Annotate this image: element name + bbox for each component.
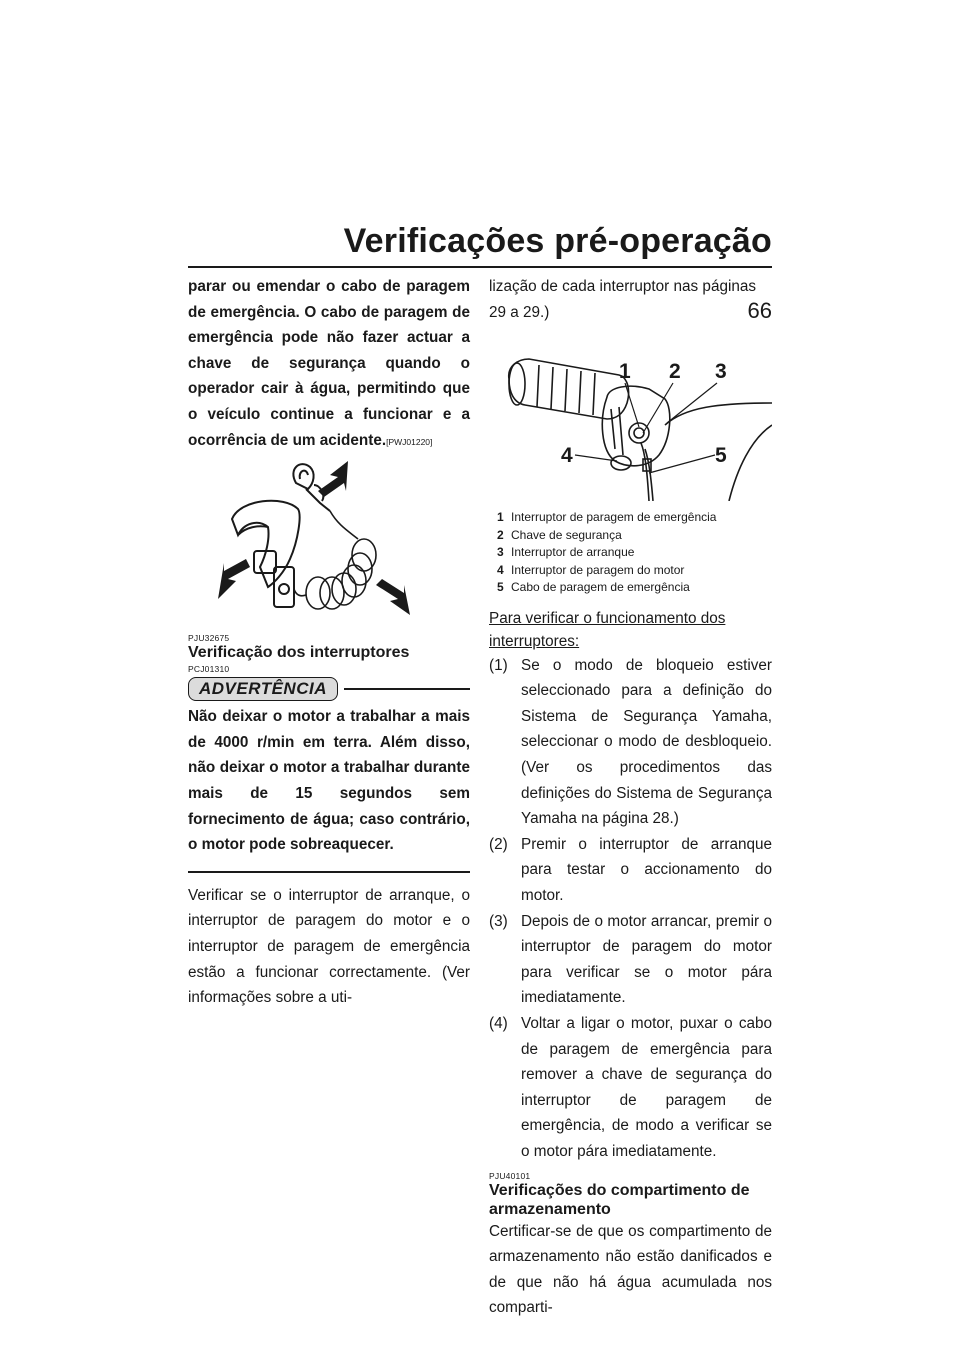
continuation-text: lização de cada interruptor nas páginas 29 a 29.) [489, 278, 757, 321]
legend-item: 1 Interruptor de paragem de emergência [497, 510, 717, 525]
callout-4: 4 [561, 444, 573, 468]
section2-code: PJU40101 [489, 1170, 531, 1181]
caution-code: PCJ01310 [188, 664, 230, 675]
callout-2: 2 [669, 360, 681, 384]
page-title: Verificações pré-operação [343, 222, 772, 260]
warning-header [188, 676, 470, 701]
section2-text: Certificar-se de que os compartimento de armazenamento não estão danificados e de que não há água acumulada nos comparti- [489, 1222, 772, 1317]
callout-1: 1 [619, 360, 631, 384]
procedure-steps [489, 653, 772, 1165]
callout-3: 3 [715, 360, 727, 384]
warning-header-line [344, 688, 470, 690]
procedure-title: Para verificar o funcionamento dos interruptores: [489, 609, 726, 650]
warning-label: ADVERTÊNCIA [188, 677, 338, 701]
step-item: (1) Se o modo de bloqueio estiver seleccionado para a definição do Sistema de Segurança Yamaha, seleccionar o modo de desbloqueio. (Ver os procedimentos das definições do Sistema de Segurança Yamaha na página 28.) [489, 656, 772, 828]
warning-code: [PWJ01220] [386, 436, 433, 447]
left-column [188, 274, 470, 1011]
emergency-cord-illustration [188, 455, 470, 627]
figure-legend [489, 509, 772, 597]
right-column [489, 274, 772, 1321]
section2-title: Verificações do compartimento de armazenamento [489, 1181, 750, 1218]
warning-box [188, 676, 470, 873]
legend-item: 3 Interruptor de arranque [497, 545, 635, 560]
title-rule [188, 266, 772, 268]
step-item: (2) Premir o interruptor de arranque para testar o accionamento do motor. [489, 835, 772, 905]
legend-item: 5 Cabo de paragem de emergência [497, 580, 690, 595]
body-text: Verificar se o interruptor de arranque, o interruptor de paragem do motor e o interruptor de paragem de emergência estão a funcionar correctamente. (Ver informações sobre a uti- [188, 886, 470, 1007]
step-item: (4) Voltar a ligar o motor, puxar o cabo de paragem de emergência para remover a chave de segurança do interruptor de paragem de emergência, de modo a verificar se o motor pára imediatamente. [489, 1015, 772, 1160]
section-title: Verificação dos interruptores [188, 644, 410, 662]
step-item: (3) Depois de o motor arrancar, premir o interruptor de paragem do motor para verificar se o motor pára imediatamente. [489, 912, 772, 1007]
page-number: 66 [747, 298, 772, 323]
handlebar-switch-figure [489, 329, 772, 501]
warning-continuation: parar ou emendar o cabo de paragem de emergência. O cabo de paragem de emergência pode não fazer actuar a chave de segurança quando o operador cair à água, permitindo que o veículo continue a funcionar e a ocorrência de um acidente.[PWJ01220] [188, 278, 470, 449]
warning-end-rule [188, 871, 470, 873]
section-code: PJU32675 [188, 633, 230, 644]
warning-text: Não deixar o motor a trabalhar a mais de 4000 r/min em terra. Além disso, não deixar o motor a trabalhar durante mais de 15 segundos sem fornecimento de água; caso contrário, o motor pode sobreaquecer. [188, 708, 470, 854]
handlebar-switch-illustration [489, 329, 772, 501]
callout-5: 5 [715, 444, 727, 468]
legend-item: 2 Chave de segurança [497, 527, 622, 542]
legend-item: 4 Interruptor de paragem do motor [497, 562, 685, 577]
